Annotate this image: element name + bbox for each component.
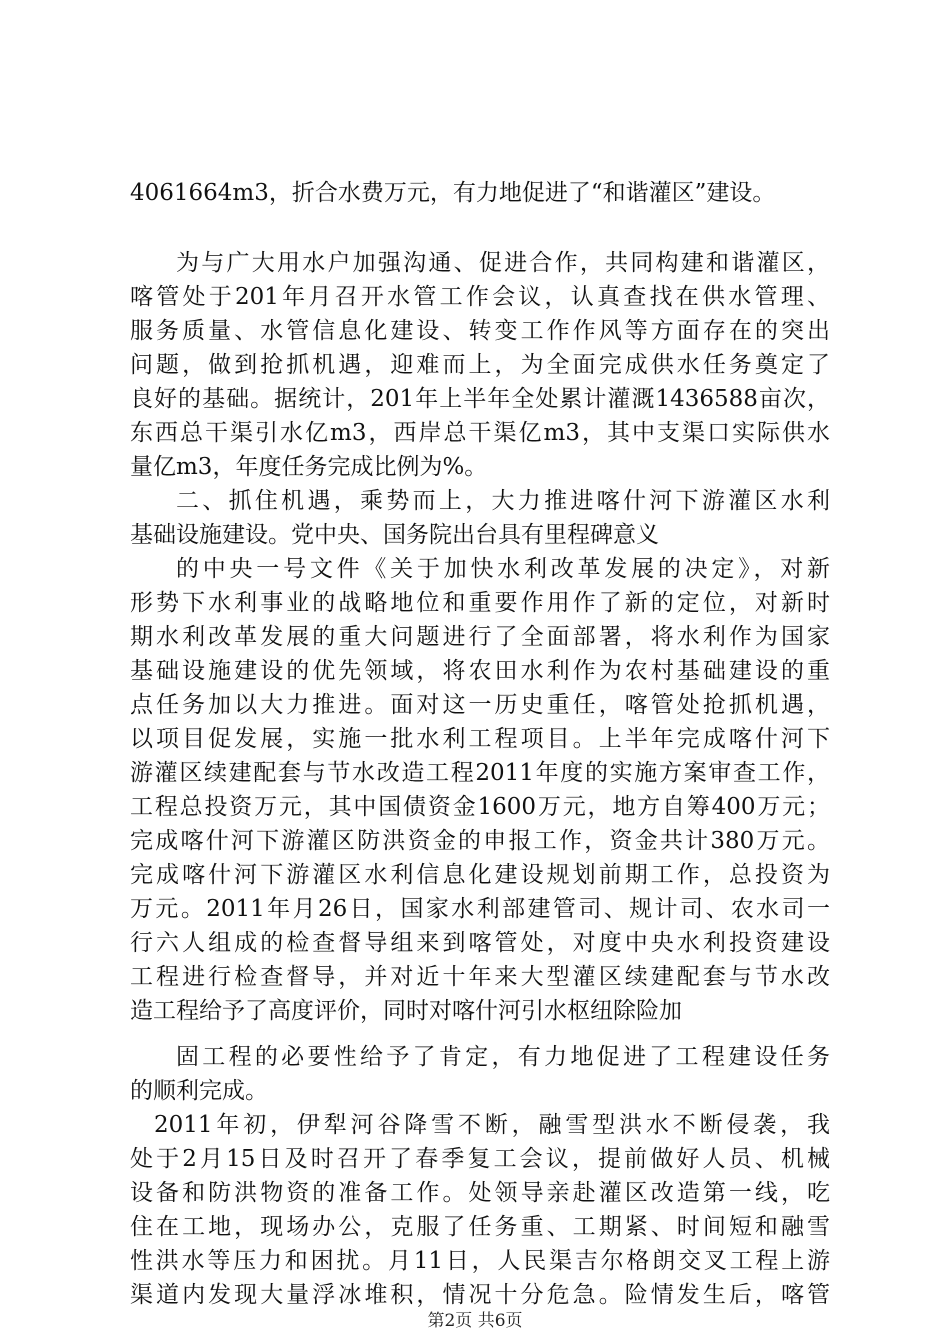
body-line: 游灌区续建配套与节水改造工程2011年度的实施方案审查工作， [130, 760, 830, 786]
body-line: 期水利改革发展的重大问题进行了全面部署，将水利作为国家 [130, 624, 830, 650]
body-line: 造工程给予了高度评价，同时对喀什河引水枢纽除险加 [130, 998, 682, 1024]
body-line: 的顺利完成。 [130, 1078, 268, 1104]
body-line: 形势下水利事业的战略地位和重要作用作了新的定位，对新时 [130, 590, 830, 616]
body-line: 性洪水等压力和困扰。月11日，人民渠吉尔格朗交叉工程上游 [130, 1248, 830, 1274]
body-line: 东西总干渠引水亿m3，西岸总干渠亿m3，其中支渠口实际供水 [130, 420, 830, 446]
section-heading-line: 二、抓住机遇，乘势而上，大力推进喀什河下游灌区水利 [176, 488, 830, 514]
body-line: 量亿m3，年度任务完成比例为%。 [130, 454, 488, 480]
paragraph-first-line: 的中央一号文件《关于加快水利改革发展的决定》，对新 [176, 556, 830, 582]
paragraph-first-line: 固工程的必要性给予了肯定，有力地促进了工程建设任务 [176, 1044, 830, 1070]
body-line: 喀管处于201年月召开水管工作会议，认真查找在供水管理、 [130, 284, 830, 310]
body-line: 良好的基础。据统计，201年上半年全处累计灌溉1436588亩次， [130, 386, 830, 412]
paragraph-first-line: 2011年初，伊犁河谷降雪不断，融雪型洪水不断侵袭，我 [154, 1112, 830, 1138]
body-line: 基础设施建设。党中央、国务院出台具有里程碑意义 [130, 522, 659, 548]
page-footer: 第2页 共6页 [427, 1311, 523, 1331]
body-line: 工程总投资万元，其中国债资金1600万元，地方自筹400万元； [130, 794, 830, 820]
body-line: 4061664m3，折合水费万元，有力地促进了“和谐灌区”建设。 [130, 180, 776, 206]
body-line: 万元。2011年月26日，国家水利部建管司、规计司、农水司一 [130, 896, 830, 922]
body-line: 完成喀什河下游灌区防洪资金的申报工作，资金共计380万元。 [130, 828, 830, 854]
body-line: 基础设施建设的优先领域，将农田水利作为农村基础建设的重 [130, 658, 830, 684]
body-line: 行六人组成的检查督导组来到喀管处，对度中央水利投资建设 [130, 930, 830, 956]
body-line: 住在工地，现场办公，克服了任务重、工期紧、时间短和融雪 [130, 1214, 830, 1240]
body-line: 点任务加以大力推进。面对这一历史重任，喀管处抢抓机遇， [130, 692, 830, 718]
body-line: 处于2月15日及时召开了春季复工会议，提前做好人员、机械 [130, 1146, 830, 1172]
body-line: 设备和防洪物资的准备工作。处领导亲赴灌区改造第一线，吃 [130, 1180, 830, 1206]
body-line: 问题，做到抢抓机遇，迎难而上，为全面完成供水任务奠定了 [130, 352, 830, 378]
body-line: 渠道内发现大量浮冰堆积，情况十分危急。险情发生后，喀管 [130, 1282, 830, 1308]
body-line: 以项目促发展，实施一批水利工程项目。上半年完成喀什河下 [130, 726, 830, 752]
body-line: 服务质量、水管信息化建设、转变工作作风等方面存在的突出 [130, 318, 830, 344]
body-line: 工程进行检查督导，并对近十年来大型灌区续建配套与节水改 [130, 964, 830, 990]
paragraph-first-line: 为与广大用水户加强沟通、促进合作，共同构建和谐灌区， [176, 250, 830, 276]
body-line: 完成喀什河下游灌区水利信息化建设规划前期工作，总投资为 [130, 862, 830, 888]
